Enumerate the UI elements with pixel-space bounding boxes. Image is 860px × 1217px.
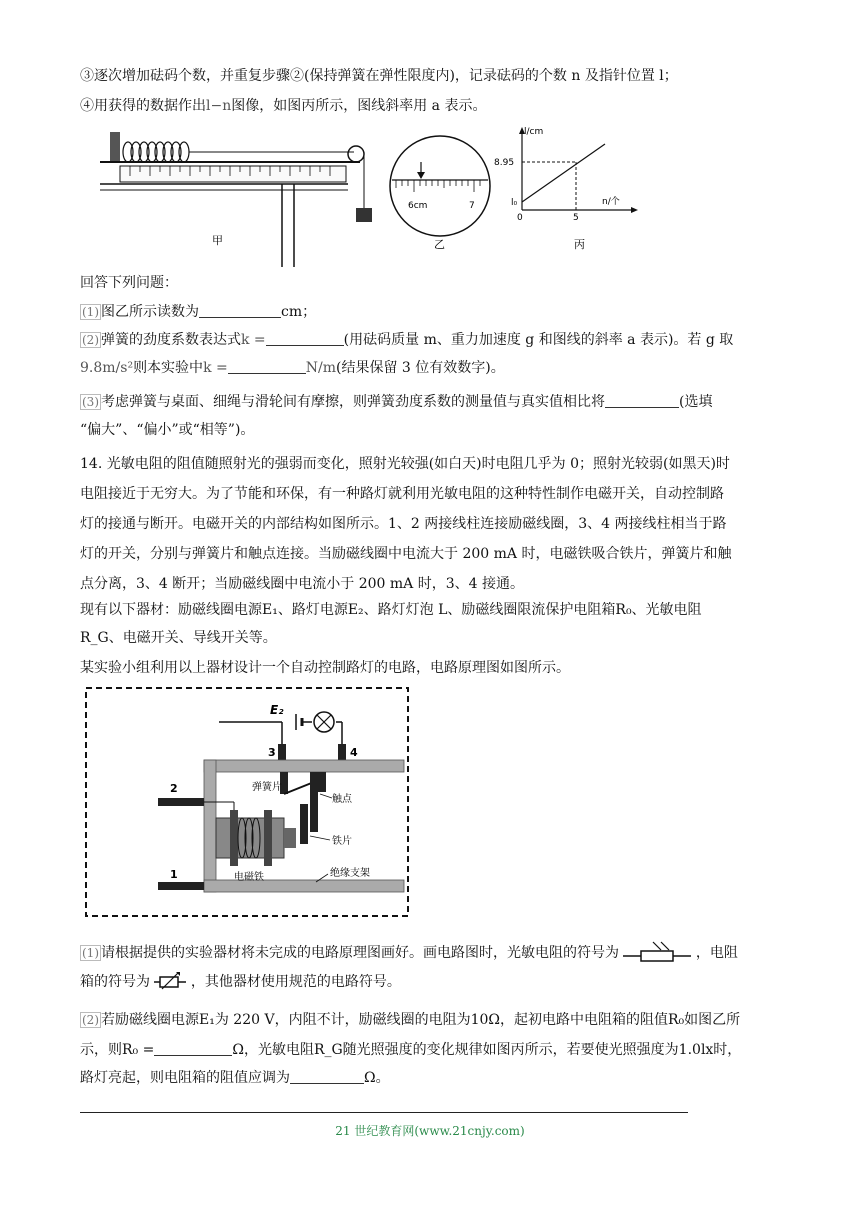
terminal-1: 1 bbox=[170, 868, 178, 881]
question-2-text-d: (结果保留 3 位有效数字)。 bbox=[335, 360, 505, 376]
sub-question-2 bbox=[80, 1010, 740, 1030]
answer-blank-r0[interactable] bbox=[154, 1041, 232, 1056]
photoresistor-symbol-icon bbox=[623, 940, 691, 962]
graph-x5: 5 bbox=[573, 213, 579, 223]
label-iron: 铁片 bbox=[332, 836, 352, 847]
sub-question-1-text: 请根据提供的实验器材将未完成的电路原理图画好。画电路图时，光敏电阻的符号为 bbox=[101, 945, 619, 961]
step-4 bbox=[80, 96, 486, 116]
terminal-3: 3 bbox=[268, 746, 276, 759]
label-frame: 绝缘支架 bbox=[330, 868, 370, 879]
sub-question-2-cont bbox=[80, 1040, 741, 1060]
answer-intro: 回答下列问题： bbox=[80, 275, 178, 291]
question-3-cont: “偏大”、“偏小”或“相等”)。 bbox=[80, 422, 255, 438]
graph-y0: l₀ bbox=[511, 198, 518, 208]
figure-electromagnetic-switch bbox=[84, 686, 412, 920]
equipment-line-1: 现有以下器材：励磁线圈电源E₁、路灯电源E₂、路灯灯泡 L、励磁线圈限流保护电阻箱R₀、光敏电阻 bbox=[80, 602, 702, 618]
question-1 bbox=[80, 302, 316, 322]
apparatus-jia bbox=[100, 132, 372, 267]
answer-blank-box[interactable] bbox=[290, 1069, 364, 1084]
sub-question-1 bbox=[80, 940, 738, 963]
sub-question-2-text-b: 示，则R₀ = bbox=[80, 1042, 155, 1058]
ruler-label-7: 7 bbox=[469, 201, 475, 211]
sub-question-2-text-c: Ω，光敏电阻R_G随光照强度的变化规律如图丙所示，若要使光照强度为1.0lx时， bbox=[232, 1042, 742, 1058]
problem-14-line-3: 灯的接通与断开。电磁开关的内部结构如图所示。1、2 两接线柱连接励磁线圈，3、4 两接线柱相当于路 bbox=[80, 516, 727, 532]
step-4-part2: 图像，如图丙所示，图线斜率用 a 表示。 bbox=[231, 98, 487, 114]
question-3 bbox=[80, 392, 712, 412]
question-2-text: 弹簧的劲度系数表达式 bbox=[101, 332, 241, 348]
sub-question-2-text-d: 路灯亮起，则电阻箱的阻值应调为 bbox=[80, 1070, 290, 1086]
label-electromagnet: 电磁铁 bbox=[234, 872, 264, 883]
footer-rule bbox=[80, 1112, 688, 1113]
ruler-label-6cm: 6cm bbox=[408, 201, 428, 211]
figure-spring-experiment bbox=[90, 122, 650, 270]
equipment-line-2: R_G、电磁开关、导线开关等。 bbox=[80, 630, 277, 646]
ruler-reading-yi bbox=[390, 136, 490, 251]
graph-bing bbox=[494, 127, 638, 251]
label-e2: E₂ bbox=[270, 703, 284, 717]
question-2 bbox=[80, 330, 733, 350]
label-jia: 甲 bbox=[212, 234, 223, 247]
question-3-number: (3) bbox=[82, 395, 99, 409]
design-sentence: 某实验小组利用以上器材设计一个自动控制路灯的电路，电路原理图如图所示。 bbox=[80, 660, 570, 676]
sub-question-1-text-b: ，电阻 bbox=[695, 945, 738, 961]
label-yi: 乙 bbox=[434, 238, 445, 251]
sub-question-1-cont bbox=[80, 970, 401, 992]
step-4-formula: l−n bbox=[206, 98, 232, 114]
step-4-part1: ④用获得的数据作出 bbox=[80, 98, 206, 114]
graph-x0: 0 bbox=[517, 213, 523, 223]
question-2-k2: k = bbox=[203, 360, 228, 376]
sub-question-2-cont-2 bbox=[80, 1068, 390, 1088]
terminal-2: 2 bbox=[170, 782, 178, 795]
graph-y-value: 8.95 bbox=[494, 158, 515, 168]
question-2-k: k = bbox=[241, 332, 266, 348]
problem-14-line-5: 点分离，3、4 断开；当励磁线圈中电流小于 200 mA 时，3、4 接通。 bbox=[80, 576, 524, 592]
terminal-4: 4 bbox=[350, 746, 358, 759]
question-2-text-c: 则本实验中 bbox=[133, 360, 204, 376]
question-3-text: 考虑弹簧与桌面、细绳与滑轮间有摩擦，则弹簧劲度系数的测量值与真实值相比将 bbox=[101, 394, 605, 410]
problem-14-line-2: 电阻接近于无穷大。为了节能和环保，有一种路灯就利用光敏电阻的这种特性制作电磁开关，自动控制路 bbox=[80, 486, 724, 502]
question-2-cont bbox=[80, 358, 505, 378]
answer-blank-1[interactable] bbox=[199, 303, 281, 318]
answer-blank-2b[interactable] bbox=[228, 359, 306, 374]
label-spring: 弹簧片 bbox=[252, 782, 282, 793]
graph-xlabel: n/个 bbox=[602, 197, 620, 207]
sub-question-2-text-e: Ω。 bbox=[364, 1070, 390, 1086]
graph-ylabel: l/cm bbox=[524, 127, 544, 137]
footer-link[interactable]: 21 世纪教育网(www.21cnjy.com) bbox=[335, 1124, 525, 1138]
answer-blank-2a[interactable] bbox=[266, 331, 344, 346]
question-3-text-b: (选填 bbox=[679, 394, 713, 410]
problem-14-line-1: 14. 光敏电阻的阻值随照射光的强弱而变化，照射光较强(如白天)时电阻几乎为 0；照射光较弱(如黑天)时 bbox=[80, 456, 730, 472]
question-2-unit: N/m bbox=[305, 360, 336, 376]
resistance-box-symbol-icon bbox=[154, 970, 186, 990]
step-3: ③逐次增加砝码个数，并重复步骤②(保持弹簧在弹性限度内)，记录砝码的个数 n 及指针位置 l； bbox=[80, 68, 678, 84]
question-2-text-b: (用砝码质量 m、重力加速度 g 和图线的斜率 a 表示)。若 g 取 bbox=[343, 332, 734, 348]
question-2-g-value: 9.8m/s² bbox=[80, 360, 134, 376]
question-1-text: 图乙所示读数为 bbox=[101, 304, 199, 320]
sub-question-2-number: (2) bbox=[82, 1013, 99, 1027]
question-2-number: (2) bbox=[82, 333, 99, 347]
question-1-number: (1) bbox=[82, 305, 99, 319]
sub-question-1-text-d: ，其他器材使用规范的电路符号。 bbox=[190, 974, 401, 990]
label-bing: 丙 bbox=[574, 238, 585, 251]
sub-question-2-text: 若励磁线圈电源E₁为 220 V，内阻不计，励磁线圈的电阻为10Ω，起初电路中电阻箱的阻值R₀如图乙所 bbox=[101, 1012, 741, 1028]
label-contact: 触点 bbox=[332, 794, 352, 805]
problem-14-line-4: 灯的开关，分别与弹簧片和触点连接。当励磁线圈中电流大于 200 mA 时，电磁铁吸合铁片，弹簧片和触 bbox=[80, 546, 732, 562]
answer-blank-3[interactable] bbox=[605, 393, 679, 408]
sub-question-1-text-c: 箱的符号为 bbox=[80, 974, 150, 990]
question-1-unit: cm； bbox=[281, 304, 317, 320]
sub-question-1-number: (1) bbox=[82, 946, 99, 960]
